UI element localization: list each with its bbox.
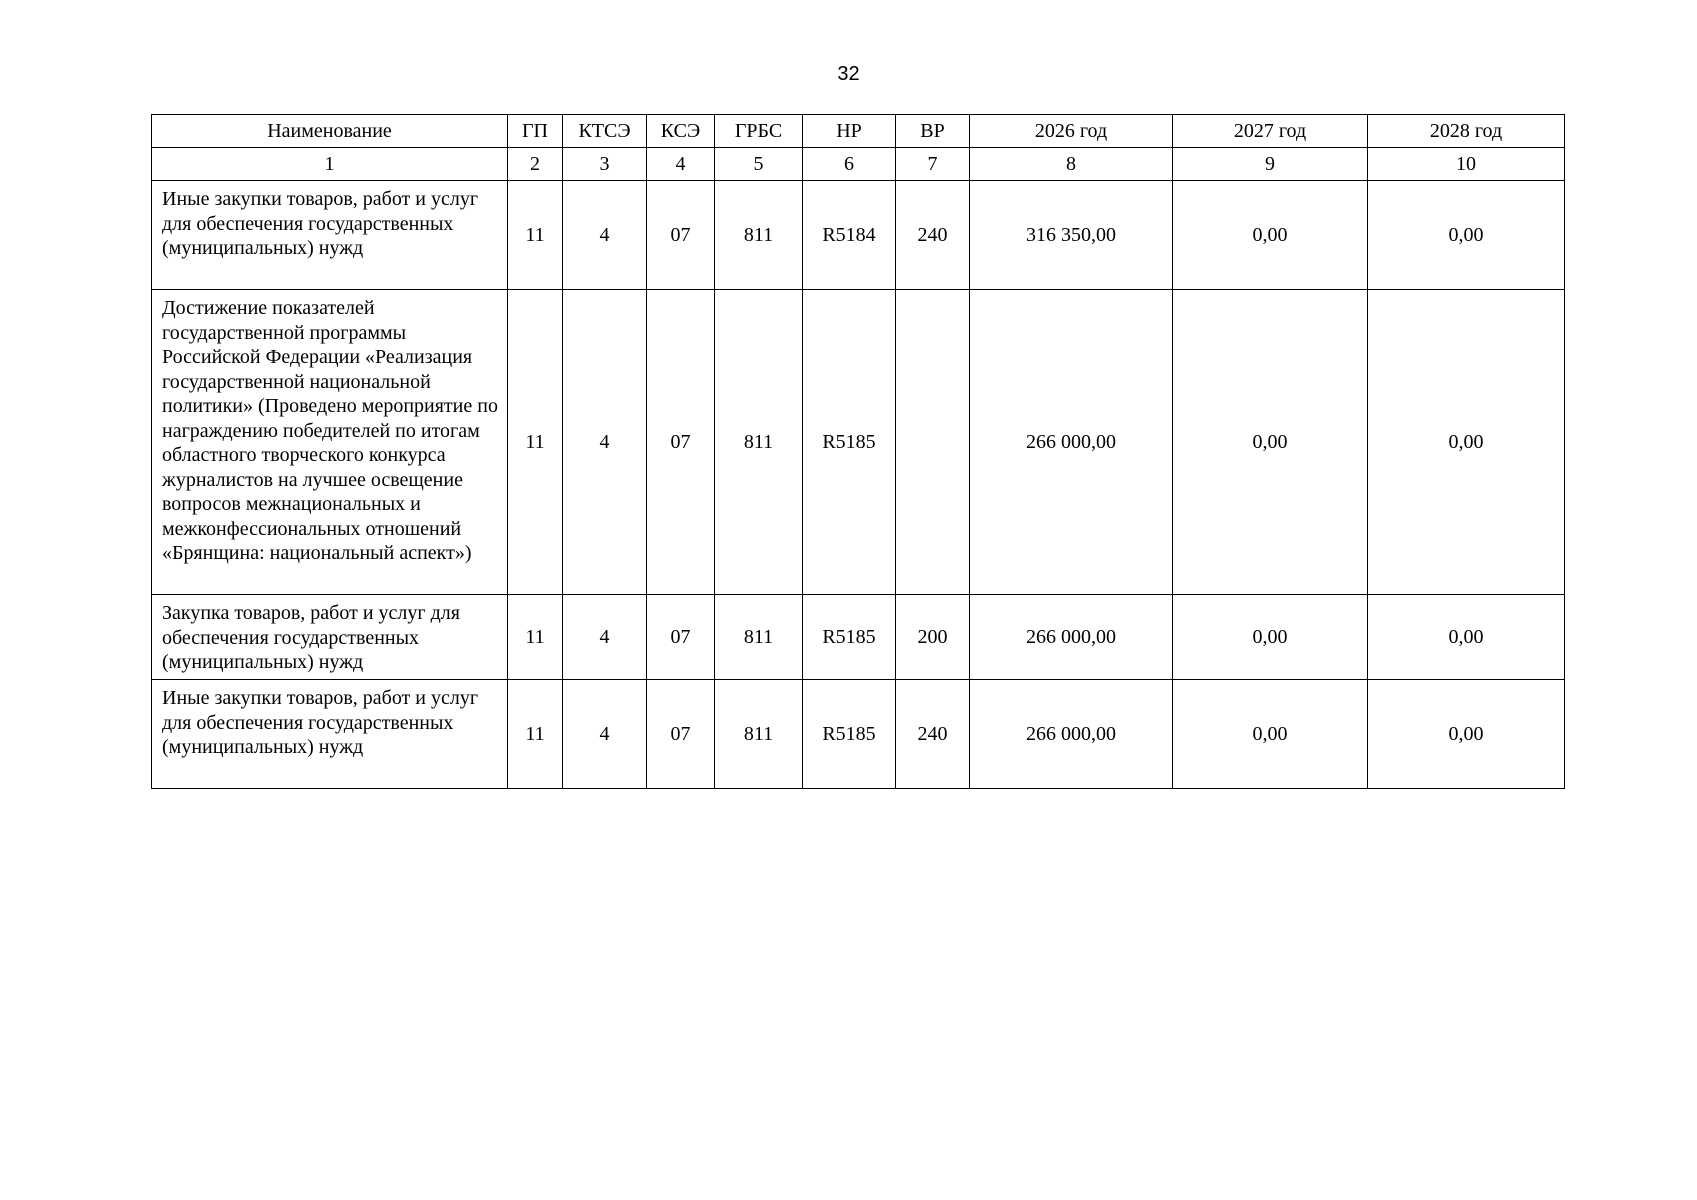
row-vr: 200 <box>896 595 970 680</box>
table-row <box>152 290 1565 595</box>
page-number: 32 <box>837 63 860 85</box>
column-number: 1 <box>152 148 508 181</box>
header-ktse: КТСЭ <box>563 115 647 148</box>
header-kse: КСЭ <box>647 115 715 148</box>
header-2028: 2028 год <box>1368 115 1565 148</box>
row-grbs: 811 <box>715 290 803 595</box>
row-2028: 0,00 <box>1368 595 1565 680</box>
column-number: 3 <box>563 148 647 181</box>
row-grbs: 811 <box>715 595 803 680</box>
row-name: Иные закупки товаров, работ и услуг для обеспечения государственных (муниципальных) нужд <box>152 680 508 789</box>
row-ktse: 4 <box>563 595 647 680</box>
header-grbs: ГРБС <box>715 115 803 148</box>
table-row <box>152 595 1565 680</box>
column-number: 4 <box>647 148 715 181</box>
column-number-row <box>152 148 1565 181</box>
header-name: Наименование <box>152 115 508 148</box>
column-number: 6 <box>803 148 896 181</box>
header-gp: ГП <box>508 115 563 148</box>
row-2027: 0,00 <box>1173 181 1368 290</box>
row-nr: R5185 <box>803 290 896 595</box>
row-name: Иные закупки товаров, работ и услуг для обеспечения государственных (муниципальных) нужд <box>152 181 508 290</box>
table-row <box>152 680 1565 789</box>
row-gp: 11 <box>508 595 563 680</box>
row-kse: 07 <box>647 290 715 595</box>
row-gp: 11 <box>508 680 563 789</box>
header-vr: ВР <box>896 115 970 148</box>
budget-table <box>151 114 1565 789</box>
row-2027: 0,00 <box>1173 680 1368 789</box>
row-2027: 0,00 <box>1173 595 1368 680</box>
column-number: 10 <box>1368 148 1565 181</box>
row-kse: 07 <box>647 595 715 680</box>
row-2028: 0,00 <box>1368 290 1565 595</box>
row-gp: 11 <box>508 290 563 595</box>
row-grbs: 811 <box>715 181 803 290</box>
column-number: 7 <box>896 148 970 181</box>
row-vr: 240 <box>896 680 970 789</box>
row-2026: 266 000,00 <box>970 290 1173 595</box>
header-2027: 2027 год <box>1173 115 1368 148</box>
row-ktse: 4 <box>563 290 647 595</box>
column-number: 8 <box>970 148 1173 181</box>
row-vr <box>896 290 970 595</box>
row-vr: 240 <box>896 181 970 290</box>
row-grbs: 811 <box>715 680 803 789</box>
row-2028: 0,00 <box>1368 181 1565 290</box>
column-number: 9 <box>1173 148 1368 181</box>
column-number: 5 <box>715 148 803 181</box>
row-kse: 07 <box>647 680 715 789</box>
row-2026: 316 350,00 <box>970 181 1173 290</box>
header-nr: НР <box>803 115 896 148</box>
row-nr: R5185 <box>803 595 896 680</box>
row-ktse: 4 <box>563 680 647 789</box>
row-2028: 0,00 <box>1368 680 1565 789</box>
header-2026: 2026 год <box>970 115 1173 148</box>
row-gp: 11 <box>508 181 563 290</box>
column-number: 2 <box>508 148 563 181</box>
row-name: Достижение показателей государственной программы Российской Федерации «Реализация государственной национальной политики» (Проведено мероприятие по награждению победителей по итогам областного творческого конкурса журналистов на лучшее освещение вопросов межнациональных и межконфессиональных отношений «Брянщина: национальный аспект») <box>152 290 508 595</box>
row-2026: 266 000,00 <box>970 680 1173 789</box>
header-row <box>152 115 1565 148</box>
row-nr: R5184 <box>803 181 896 290</box>
row-2027: 0,00 <box>1173 290 1368 595</box>
row-name: Закупка товаров, работ и услуг для обеспечения государственных (муниципальных) нужд <box>152 595 508 680</box>
table-row <box>152 181 1565 290</box>
row-2026: 266 000,00 <box>970 595 1173 680</box>
row-nr: R5185 <box>803 680 896 789</box>
row-kse: 07 <box>647 181 715 290</box>
row-ktse: 4 <box>563 181 647 290</box>
